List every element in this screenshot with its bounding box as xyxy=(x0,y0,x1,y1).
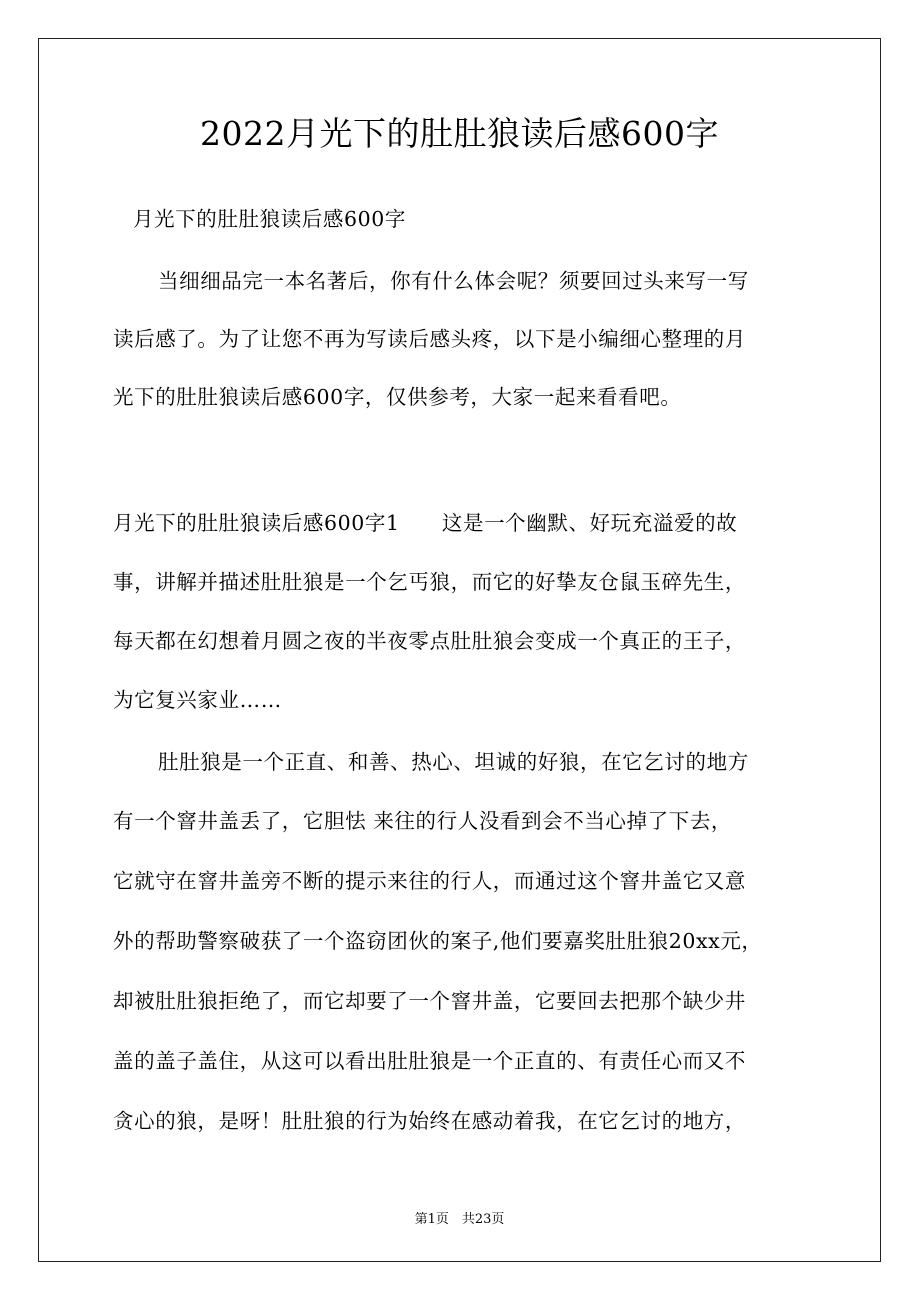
paragraph-line: 它就守在窨井盖旁不断的提示来往的行人，而通过这个窨井盖它又意 xyxy=(113,869,746,893)
subtitle-line: 月光下的肚肚狼读后感600字 xyxy=(133,207,407,231)
document-title: 2022月光下的肚肚狼读后感600字 xyxy=(200,114,719,153)
page-number: 第1页 共23页 xyxy=(414,1212,505,1227)
paragraph-line: 贪心的狼，是呀！肚肚狼的行为始终在感动着我，在它乞讨的地方， xyxy=(113,1109,746,1133)
paragraph-line: 却被肚肚狼拒绝了，而它却要了一个窨井盖，它要回去把那个缺少井 xyxy=(113,989,746,1013)
paragraph-line: 肚肚狼是一个正直、和善、热心、坦诚的好狼，在它乞讨的地方 xyxy=(158,750,749,774)
paragraph-line: 当细细品完一本名著后，你有什么体会呢？须要回过头来写一写 xyxy=(158,269,749,293)
paragraph-line: 读后感了。为了让您不再为写读后感头疼，以下是小编细心整理的月 xyxy=(113,327,746,351)
paragraph-line: 盖的盖子盖住，从这可以看出肚肚狼是一个正直的、有责任心而又不 xyxy=(113,1049,746,1073)
paragraph-line: 有一个窨井盖丢了，它胆怯 来往的行人没看到会不当心掉了下去， xyxy=(113,809,733,833)
paragraph-line: 月光下的肚肚狼读后感600字1 这是一个幽默、好玩充溢爱的故 xyxy=(113,511,738,535)
paragraph-line: 事，讲解并描述肚肚狼是一个乞丐狼，而它的好挚友仓鼠玉碎先生， xyxy=(113,570,746,594)
paragraph-line: 为它复兴家业…… xyxy=(113,688,282,712)
paragraph-line: 每天都在幻想着月圆之夜的半夜零点肚肚狼会变成一个真正的王子， xyxy=(113,629,746,653)
paragraph-line: 光下的肚肚狼读后感600字，仅供参考，大家一起来看看吧。 xyxy=(113,385,682,409)
paragraph-line: 外的帮助警察破获了一个盗窃团伙的案子,他们要嘉奖肚肚狼20xx元， xyxy=(113,929,763,953)
